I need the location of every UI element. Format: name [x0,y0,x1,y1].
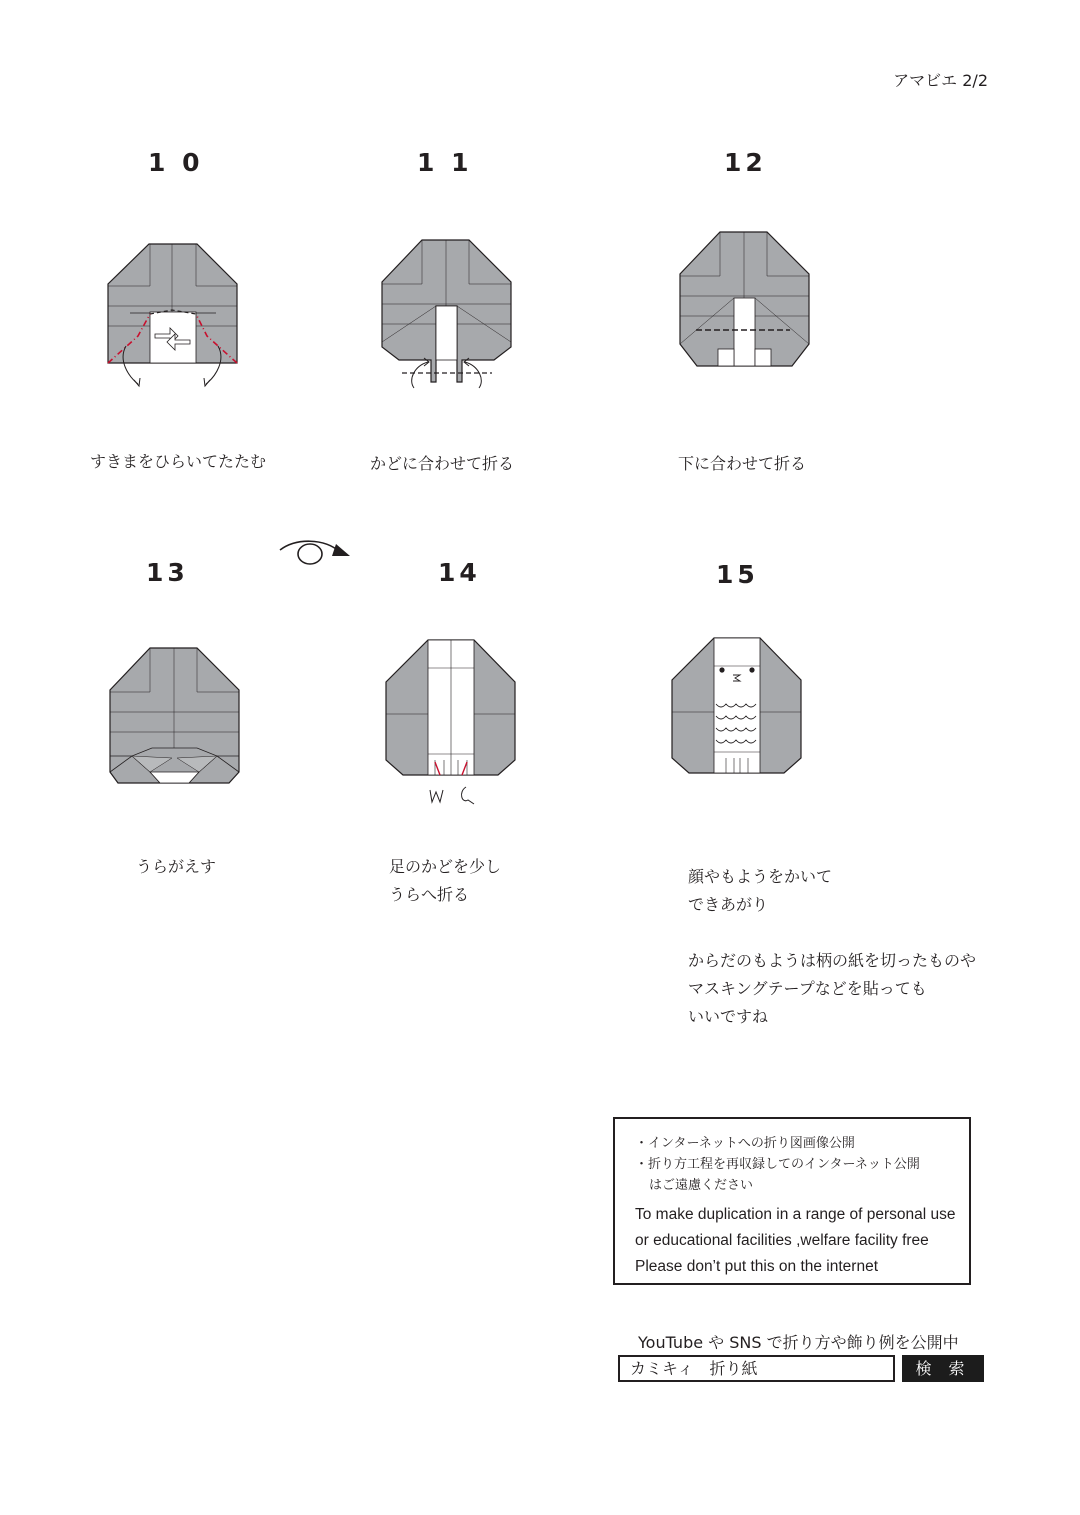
step-11-diagram [374,232,519,398]
search-button[interactable]: 検 索 [902,1355,984,1382]
step-number-13: 13 [146,558,189,587]
step-number-11: 1 1 [417,148,473,177]
notice-en-line: To make duplication in a range of personal use [635,1206,956,1223]
step-15-caption [688,863,976,1031]
sns-promo-text: YouTube や SNS で折り方や飾り例を公開中 [638,1333,959,1352]
step-15-caption-line: できあがり [688,895,769,914]
page-label: アマビエ 2/2 [893,71,988,90]
step-number-10: 1 0 [148,148,204,177]
step-13-caption: うらがえす [136,857,217,876]
notice-en-line: Please don’t put this on the internet [635,1258,878,1275]
step-15-caption-line: いいですね [688,1007,769,1026]
step-15-caption-line: 顔やもようをかいて [688,867,833,886]
step-12-caption: 下に合わせて折る [678,454,807,473]
notice-jp-line: はご遠慮ください [649,1178,754,1193]
step-10-caption: すきまをひらいてたたむ [90,452,267,471]
step-number-12: 12 [724,148,767,177]
step-14-caption [389,853,501,909]
step-12-diagram [672,224,817,374]
search-input[interactable]: カミキィ 折り紙 [618,1355,895,1382]
step-15-diagram [664,630,809,780]
step-11-caption: かどに合わせて折る [370,454,515,473]
step-number-14: 14 [438,558,481,587]
turn-over-icon [278,536,354,570]
step-13-diagram [102,640,247,795]
notice-en-line: or educational facilities ,welfare facility free [635,1232,929,1249]
step-14-diagram [378,632,523,810]
step-10-diagram [100,236,245,396]
caption-spacer [688,919,976,947]
notice-jp-line: ・折り方工程を再収録してのインターネット公開 [635,1157,920,1172]
copyright-notice-box [613,1117,971,1285]
step-14-caption-line: 足のかどを少し [389,857,502,876]
step-15-caption-line: からだのもようは柄の紙を切ったものや [688,951,977,970]
notice-jp-line: ・インターネットへの折り図画像公開 [635,1136,855,1151]
step-number-15: 15 [716,560,759,589]
step-15-caption-line: マスキングテープなどを貼っても [688,979,927,998]
step-14-caption-line: うらへ折る [389,885,470,904]
